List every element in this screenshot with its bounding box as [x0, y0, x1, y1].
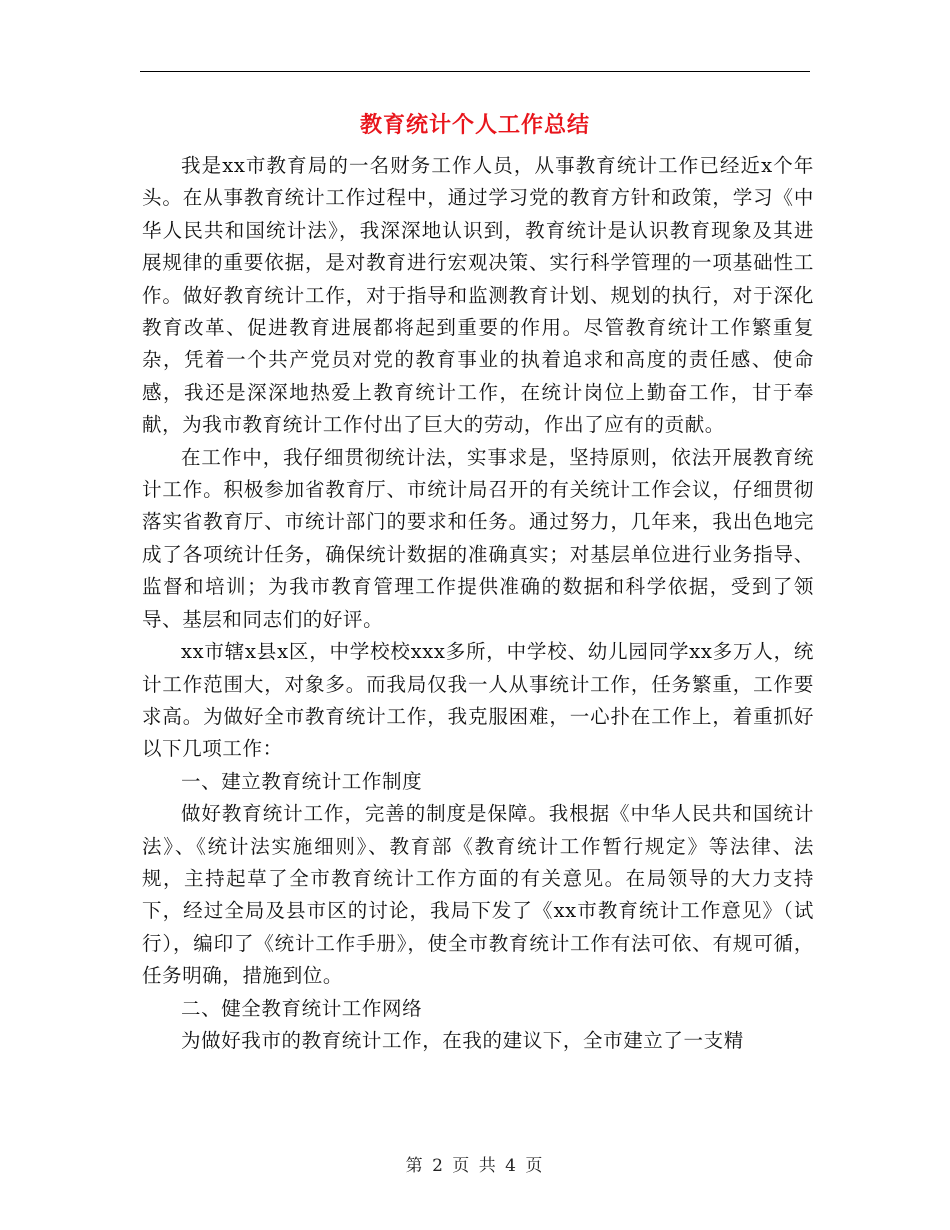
- header-rule: [140, 71, 810, 72]
- document-title: 教育统计个人工作总结: [359, 112, 590, 138]
- paragraph-work-method: 在工作中，我仔细贯彻统计法，实事求是，坚持原则，依法开展教育统计工作。积极参加省教育厅、市统计局召开的有关统计工作会议，仔细贯彻落实省教育厅、市统计部门的要求和任务。通过努力，几年来，我出色地完成了各项统计任务，确保统计数据的准确真实；对基层单位进行业务指导、监督和培训；为我市教育管理工作提供准确的数据和科学依据，受到了领导、基层和同志们的好评。: [142, 445, 814, 631]
- paragraph-intro: 我是xx市教育局的一名财务工作人员，从事教育统计工作已经近x个年头。在从事教育统计工作过程中，通过学习党的教育方针和政策，学习《中华人民共和国统计法》，我深深地认识到，教育统计是认识教育现象及其进展规律的重要依据，是对教育进行宏观决策、实行科学管理的一项基础性工作。做好教育统计工作，对于指导和监测教育计划、规划的执行，对于深化教育改革、促进教育进展都将起到重要的作用。尽管教育统计工作繁重复杂，凭着一个共产党员对党的教育事业的执着追求和高度的责任感、使命感，我还是深深地热爱上教育统计工作，在统计岗位上勤奋工作，甘于奉献，为我市教育统计工作付出了巨大的劳动，作出了应有的贡献。: [142, 154, 814, 437]
- paragraph-network: 为做好我市的教育统计工作，在我的建议下，全市建立了一支精: [181, 1028, 744, 1052]
- section-heading-system: 一、建立教育统计工作制度: [181, 769, 423, 793]
- page-number: 第 2 页 共 4 页: [405, 1156, 545, 1176]
- paragraph-scope: xx市辖x县x区，中学校校xxx多所，中学校、幼儿园同学xx多万人，统计工作范围大，对象多。而我局仅我一人从事统计工作，任务繁重，工作要求高。为做好全市教育统计工作，我克服困难，一心扑在工作上，着重抓好以下几项工作：: [142, 640, 814, 761]
- document-body: [142, 150, 814, 1057]
- section-heading-network: 二、健全教育统计工作网络: [181, 996, 423, 1020]
- paragraph-system: 做好教育统计工作，完善的制度是保障。我根据《中华人民共和国统计法》、《统计法实施细则》、教育部《教育统计工作暂行规定》等法律、法规，主持起草了全市教育统计工作方面的有关意见。在局领导的大力支持下，经过全局及县市区的讨论，我局下发了《xx市教育统计工作意见》（试行），编印了《统计工作手册》，使全市教育统计工作有法可依、有规可循，任务明确，措施到位。: [142, 802, 814, 988]
